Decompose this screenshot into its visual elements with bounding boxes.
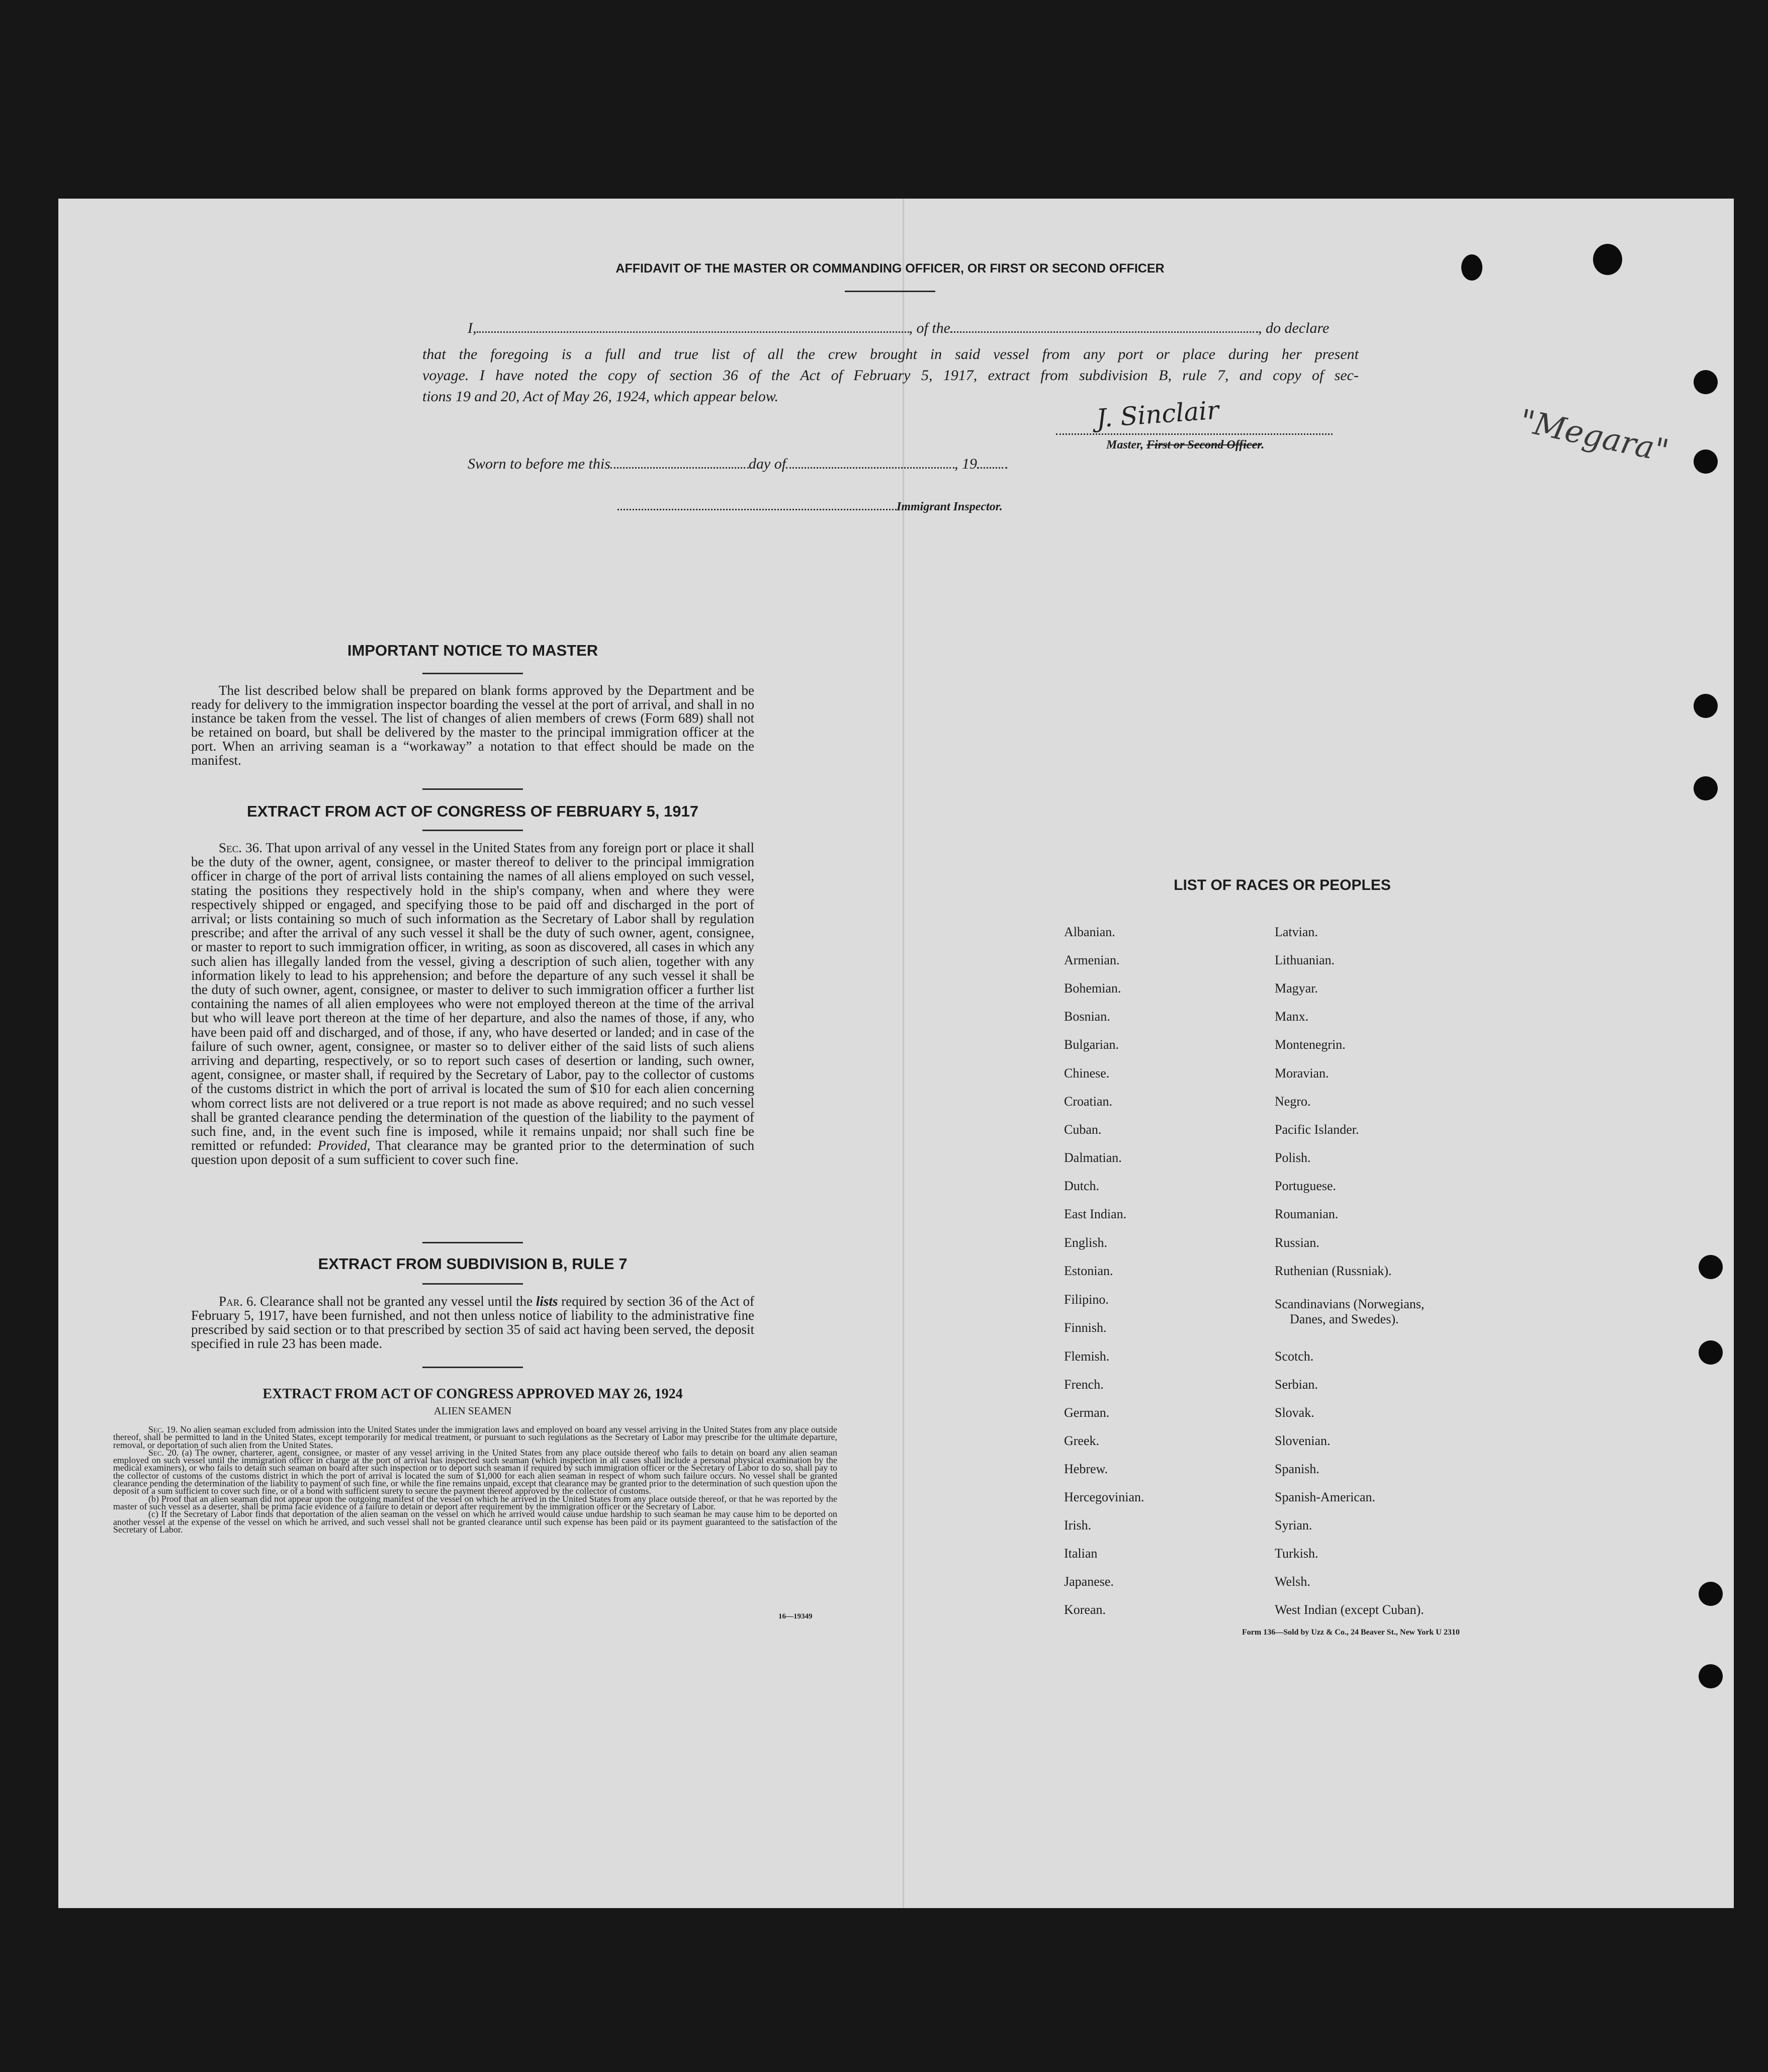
lists-word: lists (536, 1294, 558, 1309)
fold-crease (903, 199, 904, 1908)
provided-word: Provided, (317, 1138, 371, 1153)
extract-1924-title: EXTRACT FROM ACT OF CONGRESS APPROVED MAY 26, 1924 (262, 1386, 683, 1402)
punch-hole (1699, 1255, 1723, 1279)
section-text: No alien seaman excluded from admission into the United States under the immigration laws and employed on board any vessel arriving in the United States from any place outside thereof, shall be permitted to land in the United States, except temporarily for medical treatment, or pursuant to such regulations as the Secretary of Labor may prescribe for the ultimate departure, removal, or deportation of such alien from the United States. (113, 1424, 838, 1450)
punch-hole (1699, 1340, 1723, 1365)
punch-hole (1694, 449, 1718, 474)
inspector-line (617, 498, 1003, 514)
master-label: Master, (1106, 438, 1144, 452)
form-footer: Form 136—Sold by Uzz & Co., 24 Beaver St., New York U 2310 (1242, 1628, 1460, 1637)
signer-title (1106, 438, 1264, 452)
extract-1917-body (191, 841, 754, 1167)
race-item: Portuguese. (1275, 1179, 1337, 1193)
period: . (1261, 438, 1265, 452)
race-item: West Indian (except Cuban). (1275, 1602, 1424, 1617)
race-item: Flemish. (1064, 1349, 1110, 1364)
race-item: Russian. (1275, 1235, 1319, 1250)
signature-line (1056, 433, 1333, 435)
race-item: Montenegrin. (1275, 1037, 1346, 1052)
race-item: Roumanian. (1275, 1207, 1339, 1221)
race-item: French. (1064, 1377, 1104, 1392)
section-label: Sec. 36. (219, 840, 262, 855)
notice-title: IMPORTANT NOTICE TO MASTER (347, 642, 598, 659)
punch-hole (1699, 1664, 1723, 1688)
form-code: 16—19349 (778, 1612, 813, 1620)
paragraph-text: required by section 36 of the Act of February 5, 1917, have been furnished, and not then unless notice of liability to the administrative fine prescribed by said section or to that prescribed by section 35 of said act having been served, the deposit specified in rule 23 has been made. (191, 1294, 755, 1351)
race-item: Bohemian. (1064, 981, 1121, 996)
race-item: Albanian. (1064, 925, 1115, 939)
subdivision-b-body (191, 1294, 754, 1350)
section-20a (113, 1449, 837, 1495)
race-item: Danes, and Swedes). (1290, 1312, 1399, 1326)
race-item: Japanese. (1064, 1574, 1114, 1589)
race-item: Croatian. (1064, 1094, 1113, 1109)
race-item: Scandinavians (Norwegians, (1275, 1297, 1425, 1311)
race-item: Armenian. (1064, 953, 1120, 967)
name-blank (477, 320, 909, 333)
race-item: Spanish. (1275, 1462, 1319, 1476)
affidavit-body-line: tions 19 and 20, Act of May 26, 1924, which appear below. (422, 388, 779, 405)
section-text: That clearance may be granted prior to the determination of such question upon deposit of a sum sufficient to cover such fine. (191, 1138, 754, 1167)
race-item: Ruthenian (Russniak). (1275, 1264, 1392, 1278)
race-item: Hercegovinian. (1064, 1490, 1144, 1504)
divider (422, 830, 523, 831)
year-blank (977, 456, 1007, 469)
punch-hole (1593, 244, 1622, 275)
signature: J. Sinclair (1095, 395, 1220, 433)
races-title: LIST OF RACES OR PEOPLES (1174, 877, 1391, 893)
struck-officer-label: First or Second Officer (1146, 438, 1262, 452)
race-item: Negro. (1275, 1094, 1311, 1109)
section-label: Sec. 20. (148, 1447, 179, 1458)
race-item: Dalmatian. (1064, 1150, 1122, 1165)
extract-1924-subtitle: ALIEN SEAMEN (433, 1405, 512, 1417)
punch-hole (1694, 694, 1718, 718)
race-item: Magyar. (1275, 981, 1318, 996)
race-item: German. (1064, 1405, 1110, 1420)
race-item: Cuban. (1064, 1122, 1102, 1137)
race-item: Lithuanian. (1275, 953, 1335, 967)
i-label: I, (468, 320, 477, 336)
declare-label: , do declare (1258, 320, 1330, 336)
section-20c: (c) If the Secretary of Labor finds that deportation of the alien seaman on the vessel on which he arrived would cause undue hardship to such seaman he may cause him to be deported on another vessel at the expense of the vessel on which he arrived, and such vessel shall not be granted clearance until such expense has been paid or its payment guaranteed to the satisfaction of the Secretary of Labor. (113, 1509, 837, 1535)
inspector-label: Immigrant Inspector. (897, 500, 1003, 513)
race-item: Finnish. (1064, 1320, 1107, 1335)
race-item: Bosnian. (1064, 1009, 1110, 1024)
year-label: , 19 (954, 456, 978, 472)
notice-body: The list described below shall be prepared on blank forms approved by the Department and be ready for delivery to the immigration inspector boarding the vessel at the port of arrival, and shall in no instance be taken from the vessel. The list of changes of alien members of crews (Form 689) shall not be retained on board, but shall be delivered by the master to the principal immigration officer at the port. When an arriving seaman is a “workaway” a notation to that effect should be made on the manifest. (191, 683, 754, 768)
divider (422, 673, 523, 674)
race-item: East Indian. (1064, 1207, 1127, 1221)
divider (422, 1242, 523, 1243)
of-the-label: , of the (909, 320, 950, 336)
race-item: Polish. (1275, 1150, 1311, 1165)
race-item: Estonian. (1064, 1264, 1113, 1278)
day-blank (610, 456, 749, 469)
affidavit-body-line: voyage. I have noted the copy of section 36 of the Act of February 5, 1917, extract from subdivision B, rule 7, and copy of sec- (422, 367, 1359, 384)
race-item: Hebrew. (1064, 1462, 1108, 1476)
race-item: Chinese. (1064, 1066, 1110, 1080)
race-item: Korean. (1064, 1602, 1106, 1617)
affidavit-declaration-line (422, 320, 1359, 337)
vessel-blank (950, 320, 1258, 333)
punch-hole (1699, 1582, 1723, 1606)
sworn-line (468, 456, 1007, 473)
divider (422, 1367, 523, 1368)
race-item: Slovenian. (1275, 1433, 1331, 1448)
affidavit-body (422, 344, 1359, 407)
race-item: Dutch. (1064, 1179, 1100, 1193)
race-item: Pacific Islander. (1275, 1122, 1359, 1137)
race-item: Manx. (1275, 1009, 1309, 1024)
extract-1924-body (113, 1426, 837, 1534)
divider (845, 291, 935, 292)
race-item: Italian (1064, 1546, 1098, 1561)
race-item: Welsh. (1275, 1574, 1310, 1589)
punch-hole (1461, 254, 1482, 281)
race-item: Moravian. (1275, 1066, 1329, 1080)
race-item: Syrian. (1275, 1518, 1312, 1533)
race-item: Bulgarian. (1064, 1037, 1119, 1052)
race-item: Filipino. (1064, 1292, 1109, 1307)
race-item: Slovak. (1275, 1405, 1314, 1420)
extract-1917-title: EXTRACT FROM ACT OF CONGRESS OF FEBRUARY 5, 1917 (247, 802, 698, 820)
section-text: (a) The owner, charterer, agent, consignee, or master of any vessel arriving in the United States from any place outside thereof who fails to detain on board any alien seaman employed on such vessel until the immigration officer in charge at the port of arrival has inspected such seaman (which inspection in all cases shall include a personal physical examination by the medical examiners), or who fails to detain such seaman on board after such inspection or to deport such seaman if required by such immigration officer or the Secretary of Labor to do so, shall pay to the collector of customs of the customs district in which the port of arrival is located the sum of $1,000 for each alien seaman in respect of whom such failure occurs. No vessel shall be granted clearance pending the determination of the liability to payment of such fine, or while the fine remains unpaid, except that clearance may be granted prior to the determination of such question upon the deposit of a sum sufficient to cover such fine, or of a bond with sufficient surety to secure the payment thereof approved by the collector of customs. (113, 1447, 838, 1496)
race-item: Turkish. (1275, 1546, 1318, 1561)
paragraph-text: Clearance shall not be granted any vessel until the (260, 1294, 533, 1309)
section-19 (113, 1426, 837, 1449)
affidavit-title: AFFIDAVIT OF THE MASTER OR COMMANDING OFFICER, OR FIRST OR SECOND OFFICER (615, 261, 1165, 276)
month-blank (786, 456, 954, 469)
race-item: Greek. (1064, 1433, 1100, 1448)
section-20b: (b) Proof that an alien seaman did not appear upon the outgoing manifest of the vessel on which he arrived in the United States from any place outside thereof, or that he was reported by the master of such vessel as a deserter, shall be prima facie evidence of a failure to detain or deport after requirement by the immigration officer or the Secretary of Labor. (113, 1493, 837, 1511)
inspector-blank (617, 498, 897, 510)
sworn-label: Sworn to before me this (468, 456, 610, 472)
day-of-label: day of (748, 456, 786, 472)
race-item: Scotch. (1275, 1349, 1314, 1364)
divider (422, 1283, 523, 1285)
race-item: English. (1064, 1235, 1107, 1250)
subdivision-b-title: EXTRACT FROM SUBDIVISION B, RULE 7 (318, 1255, 628, 1273)
punch-hole (1694, 370, 1718, 394)
divider (422, 788, 523, 790)
race-item: Spanish-American. (1275, 1490, 1376, 1504)
punch-hole (1694, 776, 1718, 800)
paragraph-label: Par. 6. (219, 1294, 257, 1309)
race-item: Latvian. (1275, 925, 1318, 939)
race-item: Irish. (1064, 1518, 1092, 1533)
race-item: Serbian. (1275, 1377, 1318, 1392)
affidavit-body-line: that the foregoing is a full and true list of all the crew brought in said vessel from any port or place during her present (422, 346, 1359, 363)
section-label: Sec. 19. (148, 1424, 178, 1434)
section-text: That upon arrival of any vessel in the United States from any foreign port or place it shall be the duty of the owner, agent, consignee, or master thereof to deliver to the principal immigration officer in charge of the port of arrival lists containing the names of all aliens employed on such vessel, stating the positions they respectively hold in the ship's company, when and where they were respectively shipped or engaged, and specifying those to be paid off and discharged in the port of arrival; or lists containing so much of such information as the Secretary of Labor shall by regulation prescribe; and after the arrival of any such vessel it shall be the duty of such owner, agent, consignee, or master to report to such immigration officer, in writing, as soon as discovered, all cases in which any such alien has illegally landed from the vessel, giving a description of such alien, together with any information likely to lead to his apprehension; and before the departure of any such vessel it shall be the duty of such owner, agent, consignee, or master to deliver to such immigration officer a further list containing the names of all alien employees who were not employed thereon at the time of the arrival but who will leave port thereon at the time of her departure, and also the names of those, if any, who have been paid off and discharged, and of those, if any, who have deserted or landed; and in case of the failure of such owner, agent, consignee, or master so to deliver either of the said lists of such aliens arriving and departing, respectively, or so to report such cases of desertion or landing, such owner, agent, consignee, or master shall, if required by the Secretary of Labor, pay to the collector of customs of the customs district in which the port of arrival is located the sum of $10 for each alien concerning whom correct lists are not delivered or a true report is not made as above required; and no such vessel shall be granted clearance pending the determination of the question of the liability to the payment of such fine, and, in the event such fine is imposed, while it remains unpaid; nor shall such fine be remitted or refunded: (191, 840, 755, 1153)
margin-note: "Megara" (1516, 402, 1672, 470)
